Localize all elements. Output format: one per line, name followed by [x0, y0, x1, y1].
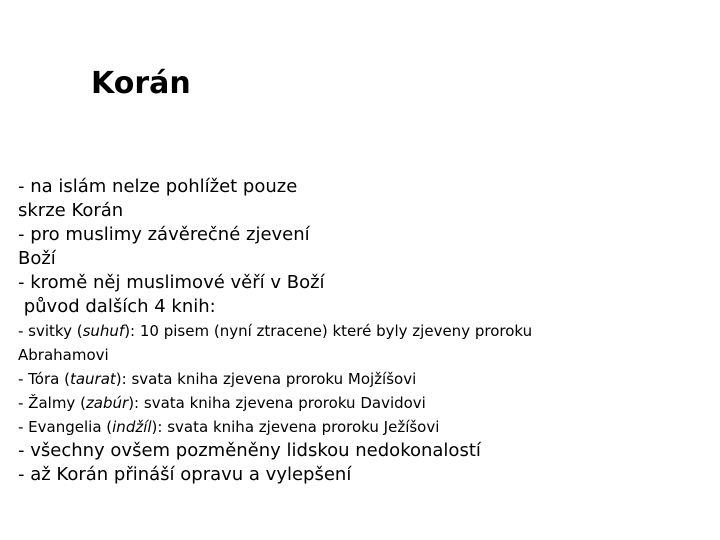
book-taurat-term: taurat: [69, 370, 116, 388]
slide-title: Korán: [91, 66, 191, 101]
book-indzil-suffix: ): svata kniha zjevena proroku Ježíšovi: [151, 418, 440, 436]
intro-line-3: - pro muslimy závěrečné zjevení: [18, 224, 310, 245]
book-suhuf-continuation: Abrahamovi: [18, 346, 109, 364]
book-suhuf-prefix: - svitky (: [18, 322, 83, 340]
book-taurat-line: [18, 367, 708, 391]
intro-line-2: skrze Korán: [18, 200, 124, 221]
book-indzil-term: indžíl: [112, 418, 152, 436]
book-suhuf-suffix: ): 10 pisem (nyní ztracene) které byly zjeveny proroku: [124, 322, 533, 340]
book-indzil-prefix: - Evangelia (: [18, 418, 113, 436]
book-zabur-prefix: - Žalmy (: [18, 394, 86, 412]
intro-line-5: - kromě něj muslimové věří v Boží: [18, 272, 325, 293]
book-zabur-line: [18, 391, 708, 415]
book-indzil-line: [18, 415, 708, 439]
intro-line-6: původ dalších 4 knih:: [18, 296, 216, 317]
outro-line-2: - až Korán přináší opravu a vylepšení: [18, 464, 352, 485]
intro-line-1: - na islám nelze pohlížet pouze: [18, 176, 298, 197]
book-taurat-suffix: ): svata kniha zjevena proroku Mojžíšovi: [115, 370, 417, 388]
outro-line-1: - všechny ovšem pozměněny lidskou nedokonalostí: [18, 440, 481, 461]
book-taurat-prefix: - Tóra (: [18, 370, 70, 388]
slide-body: [18, 175, 708, 487]
book-suhuf-term: suhuf: [82, 322, 125, 340]
book-suhuf-line: [18, 319, 708, 343]
intro-line-4: Boží: [18, 248, 56, 269]
book-zabur-suffix: ): svata kniha zjevena proroku Davidovi: [128, 394, 426, 412]
book-zabur-term: zabúr: [85, 394, 129, 412]
